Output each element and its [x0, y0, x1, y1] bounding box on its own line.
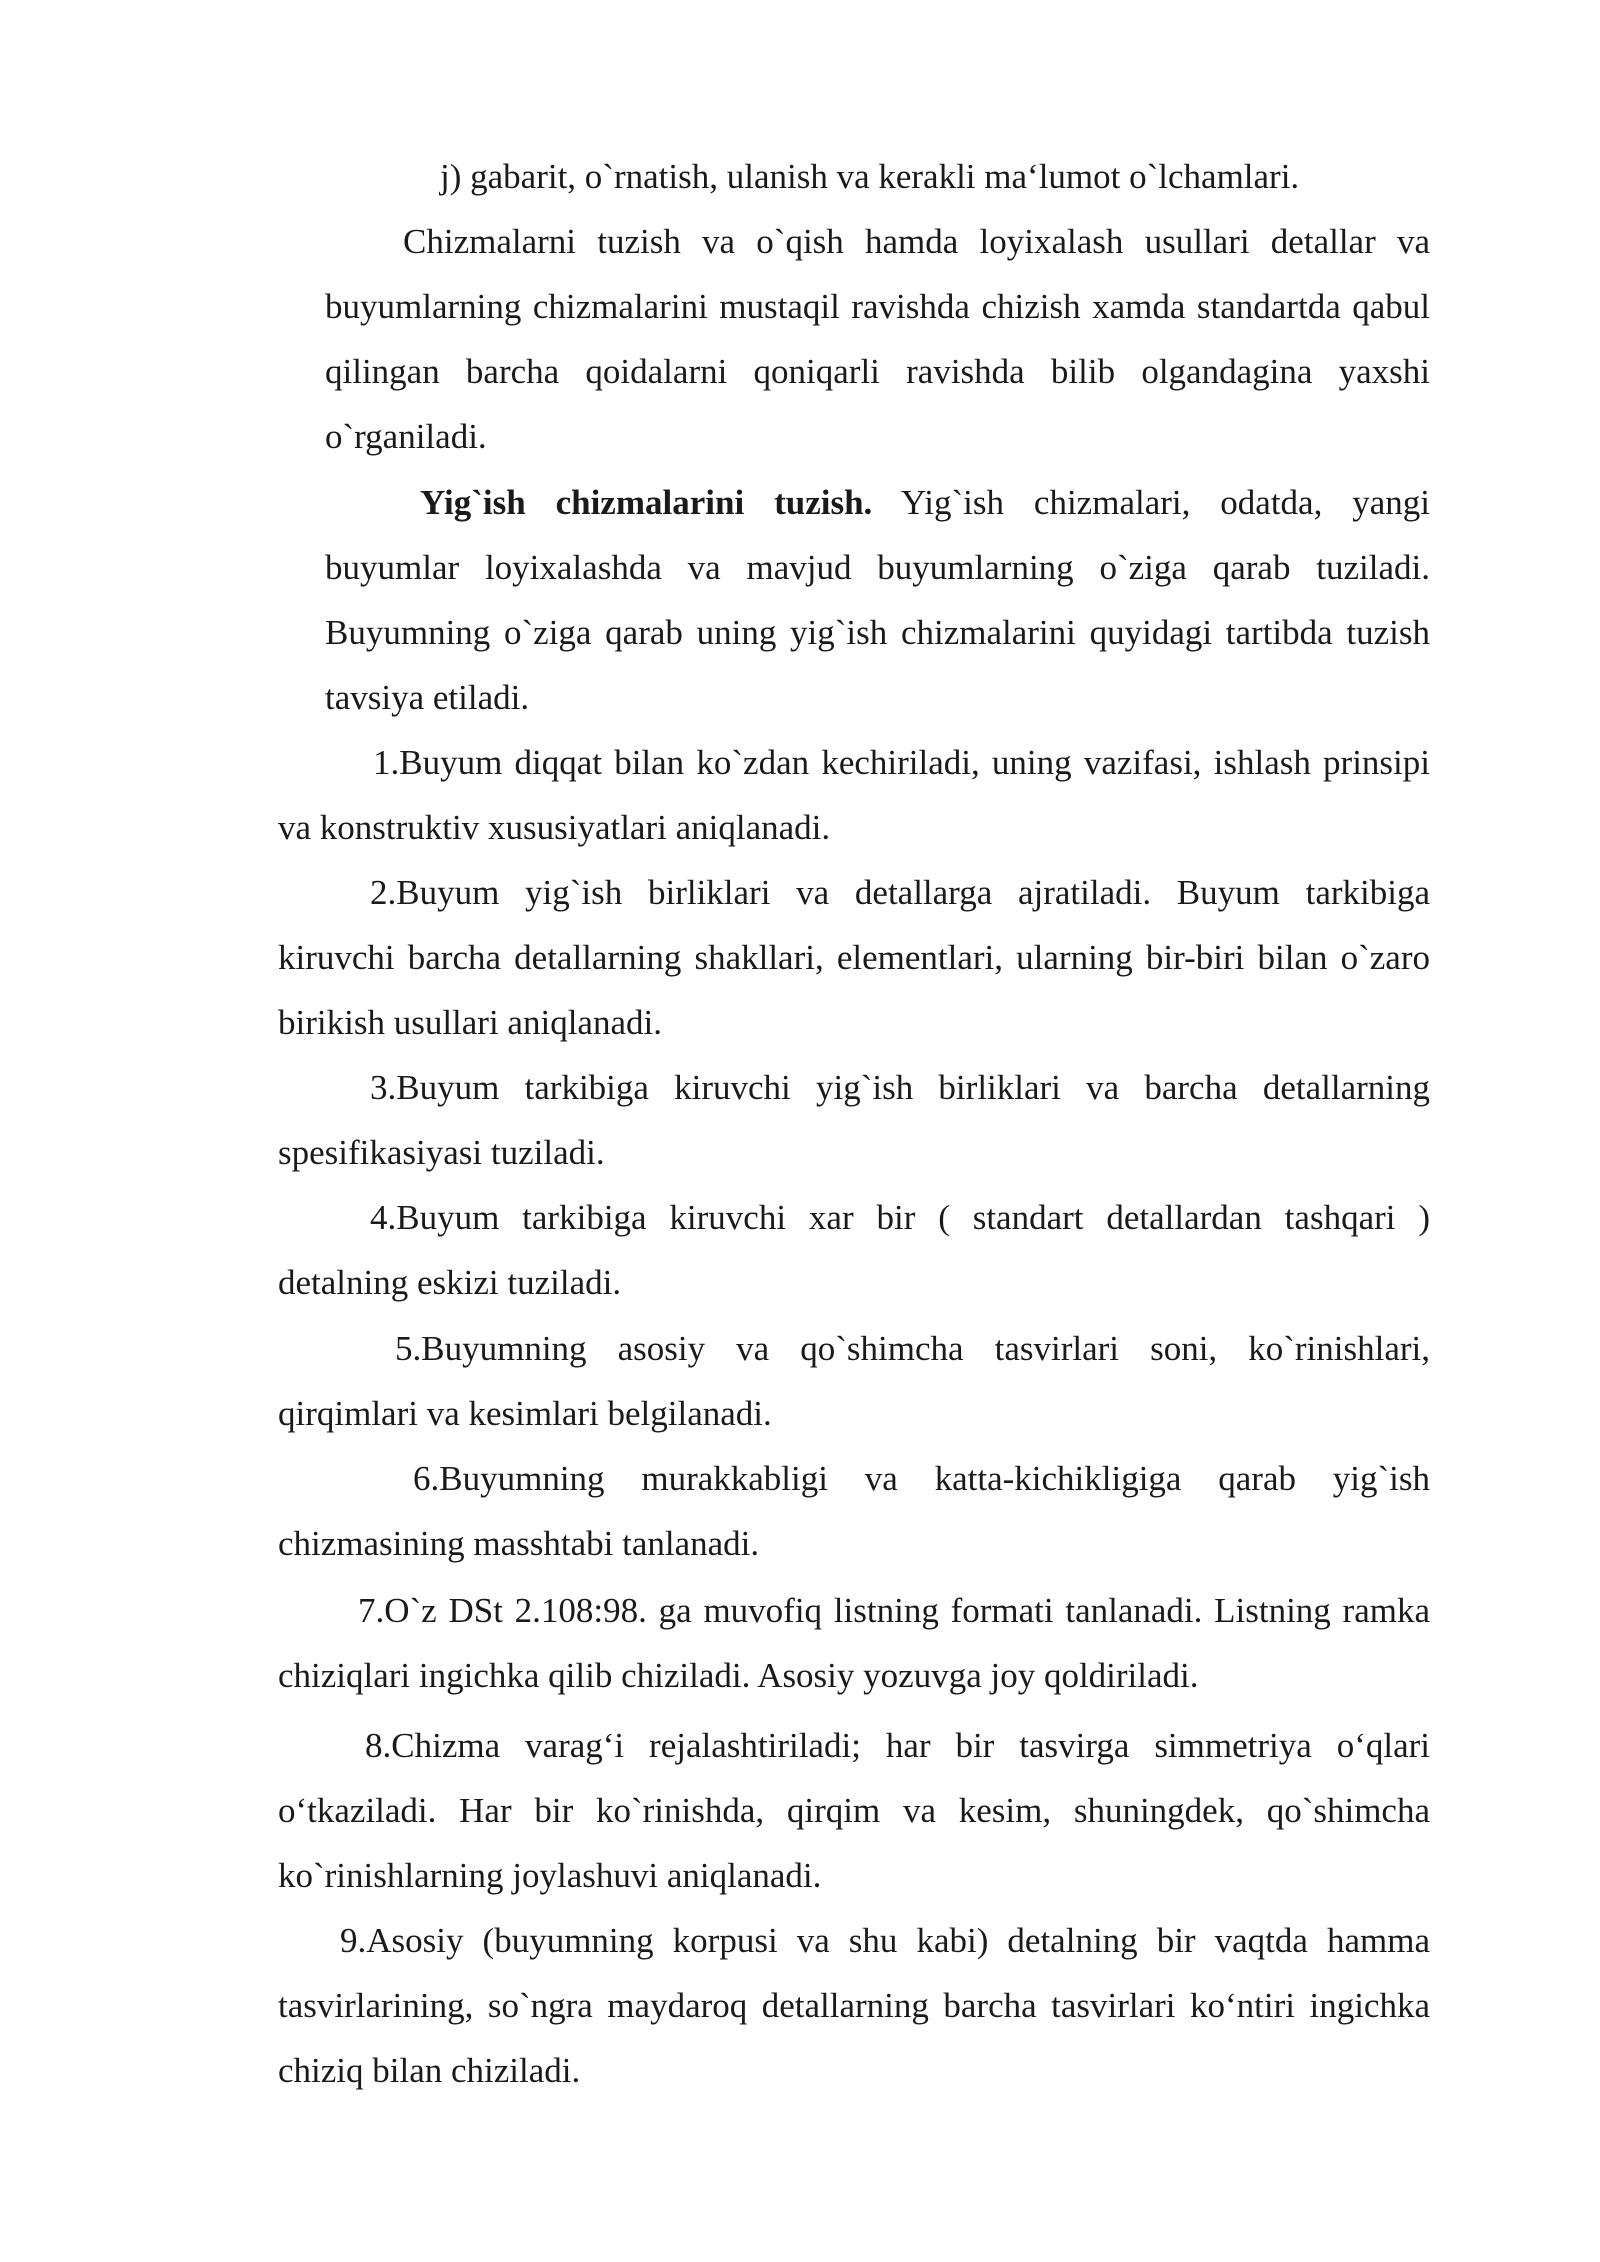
section-text: Yig`ish chizmalari, odatda, yangi buyumlar loyixalashda va mavjud buyumlarning o`ziga qarab tuziladi. Buyumning o`ziga qarab uning yig`ish chizmalarini quyidagi tartibda tuzish tavsiya etiladi. — [325, 483, 1431, 717]
step-1: 1.Buyum diqqat bilan ko`zdan kechiriladi, uning vazifasi, ishlash prinsipi va konstruktiv xususiyatlari aniqlanadi. — [278, 743, 1430, 847]
step-4: 4.Buyum tarkibiga kiruvchi xar bir ( standart detallardan tashqari ) detalning eskizi tuziladi. — [278, 1198, 1430, 1302]
section-heading: Yig`ish chizmalarini tuzish. — [420, 483, 873, 522]
step-8: 8.Chizma varag‘i rejalashtiriladi; har bir tasvirga simmetriya o‘qlari o‘tkaziladi. Har bir ko`rinishda, qirqim va kesim, shuningdek, qo`shimcha ko`rinishlarning joylashuvi aniqlanadi. — [278, 1726, 1430, 1895]
step-3: 3.Buyum tarkibiga kiruvchi yig`ish birliklari va barcha detallarning spesifikasiyasi tuziladi. — [278, 1068, 1430, 1172]
intro-paragraph: Chizmalarni tuzish va o`qish hamda loyixalash usullari detallar va buyumlarning chizmalarini mustaqil ravishda chizish xamda standartda qabul qilingan barcha qoidalarni qoniqarli ravishda bilib olgandagina yaxshi o`rganiladi. — [325, 222, 1430, 456]
step-9: 9.Asosiy (buyumning korpusi va shu kabi) detalning bir vaqtda hamma tasvirlarining, so`ngra maydaroq detallarning barcha tasvirlari ko‘ntiri ingichka chiziq bilan chiziladi. — [278, 1921, 1430, 2090]
section-paragraph — [325, 470, 1430, 730]
step-6: 6.Buyumning murakkabligi va katta-kichikligiga qarab yig`ish chizmasining masshtabi tanlanadi. — [278, 1459, 1430, 1563]
step-7: 7.O`z DSt 2.108:98. ga muvofiq listning formati tanlanadi. Listning ramka chiziqlari ingichka qilib chiziladi. Asosiy yozuvga joy qoldiriladi. — [278, 1591, 1430, 1695]
step-2: 2.Buyum yig`ish birliklari va detallarga ajratiladi. Buyum tarkibiga kiruvchi barcha detallarning shakllari, elementlari, ularning bir-biri bilan o`zaro birikish usullari aniqlanadi. — [278, 873, 1430, 1042]
list-item-j: j) gabarit, o`rnatish, ulanish va kerakli ma‘lumot o`lchamlari. — [440, 157, 1300, 196]
step-5: 5.Buyumning asosiy va qo`shimcha tasvirlari soni, ko`rinishlari, qirqimlari va kesimlari belgilanadi. — [278, 1329, 1430, 1433]
